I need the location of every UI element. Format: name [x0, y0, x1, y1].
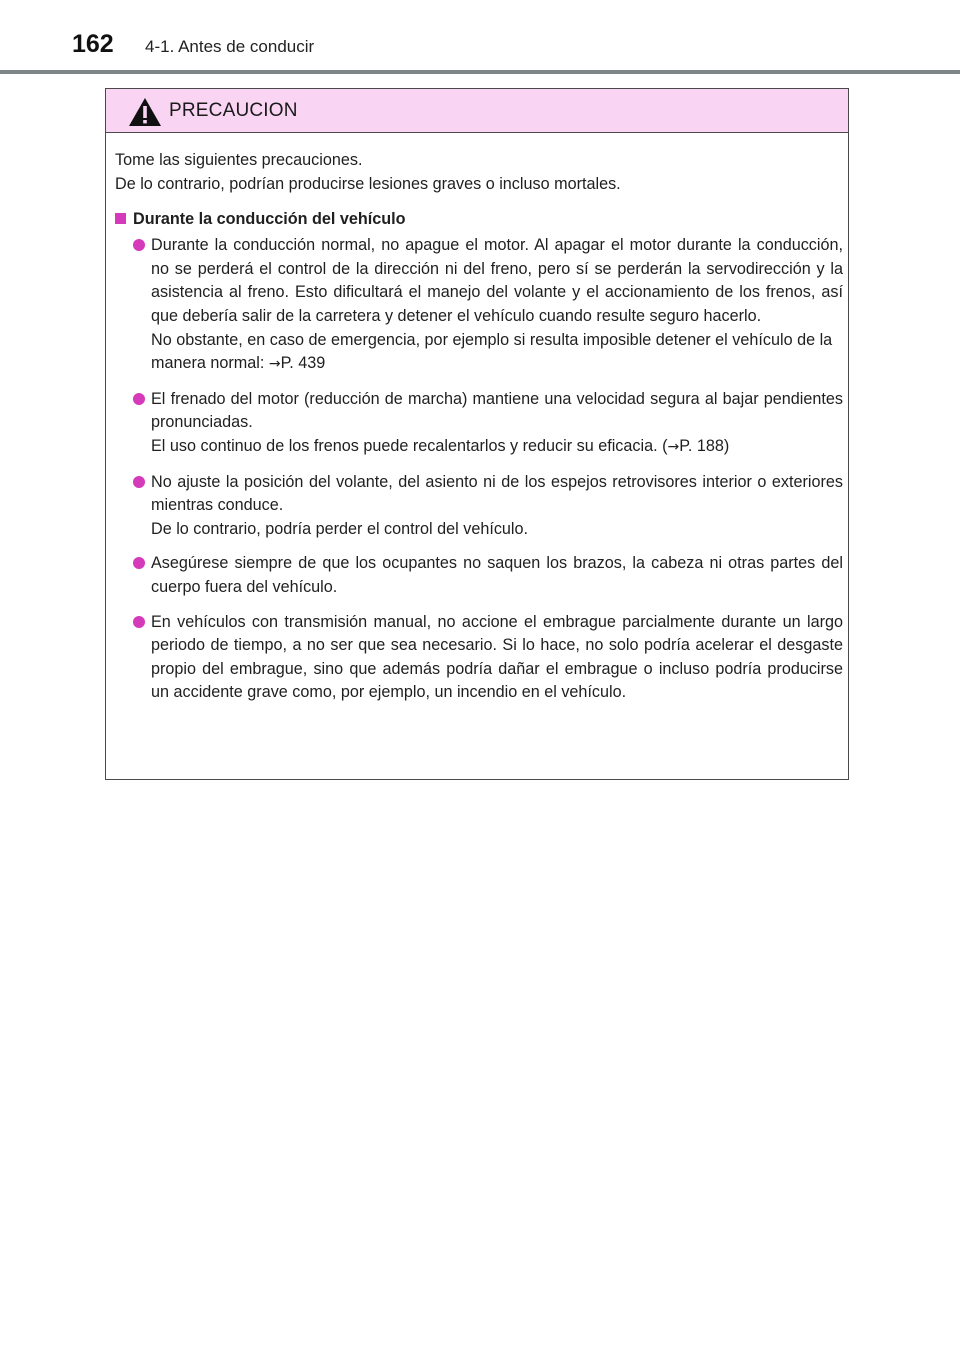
item-paragraph: Durante la conducción normal, no apague el motor. Al apagar el motor durante la conducción, no se perderá el control de la dirección ni del freno, pero sí se perderán la servodirección y la asistencia al freno. Esto dificultará el manejo del volante y el accionamiento de los frenos, así que debería salir de la carretera y detener el vehículo cuando resulte seguro hacerlo.	[151, 236, 843, 325]
item-paragraph: De lo contrario, podría perder el control del vehículo.	[151, 519, 529, 538]
page-reference-link[interactable]: P. 439	[280, 354, 326, 373]
header-rule	[0, 70, 960, 74]
intro-line: Tome las siguientes precauciones.	[115, 151, 363, 169]
page-reference-link[interactable]: P. 188)	[679, 436, 730, 455]
item-paragraph: No ajuste la posición del volante, del asiento ni de los espejos retrovisores interior o exteriores mientras conduce.	[151, 472, 843, 515]
intro-line: De lo contrario, podrían producirse lesiones graves o incluso mortales.	[115, 174, 621, 193]
list-item	[115, 234, 843, 377]
caution-header	[106, 89, 848, 133]
section-title: 4-1. Antes de conducir	[145, 37, 315, 56]
list-item	[115, 552, 843, 599]
circle-bullet-icon	[133, 476, 145, 488]
circle-bullet-icon	[133, 239, 145, 251]
item-paragraph: Asegúrese siempre de que los ocupantes no saquen los brazos, la cabeza ni otras partes del cuerpo fuera del vehículo.	[151, 554, 843, 596]
circle-bullet-icon	[133, 393, 145, 405]
reference-text: El uso continuo de los frenos puede recalentarlos y reducir su eficacia. (	[151, 436, 668, 455]
page-number: 162	[72, 30, 114, 58]
item-reference	[151, 435, 843, 460]
list-item	[115, 471, 843, 542]
caution-box	[105, 88, 849, 780]
list-item	[115, 388, 843, 460]
subheading	[115, 207, 843, 231]
arrow-right-icon: →	[268, 356, 281, 373]
caution-title: PRECAUCION	[169, 100, 298, 121]
subheading-text: Durante la conducción del vehículo	[133, 210, 406, 229]
list-item	[115, 611, 843, 705]
item-reference	[151, 329, 843, 377]
warning-triangle-icon	[128, 97, 162, 127]
circle-bullet-icon	[133, 616, 145, 628]
square-bullet-icon	[115, 213, 126, 224]
page-header	[0, 0, 960, 76]
reference-text: No obstante, en caso de emergencia, por ejemplo si resulta imposible detener el vehículo de la manera normal:	[151, 330, 833, 373]
circle-bullet-icon	[133, 557, 145, 569]
item-paragraph: El frenado del motor (reducción de marcha) mantiene una velocidad segura al bajar pendientes pronunciadas.	[151, 389, 843, 432]
item-paragraph: En vehículos con transmisión manual, no accione el embrague parcialmente durante un largo periodo de tiempo, a no ser que sea necesario. Si lo hace, no solo podría acelerar el desgaste propio del embrague, sino que además podría dañar el embrague o incluso podría producirse un accidente grave como, por ejemplo, un incendio en el vehículo.	[151, 612, 843, 702]
caution-body	[115, 149, 843, 716]
precaution-list	[115, 234, 843, 705]
arrow-right-icon: →	[667, 438, 680, 455]
